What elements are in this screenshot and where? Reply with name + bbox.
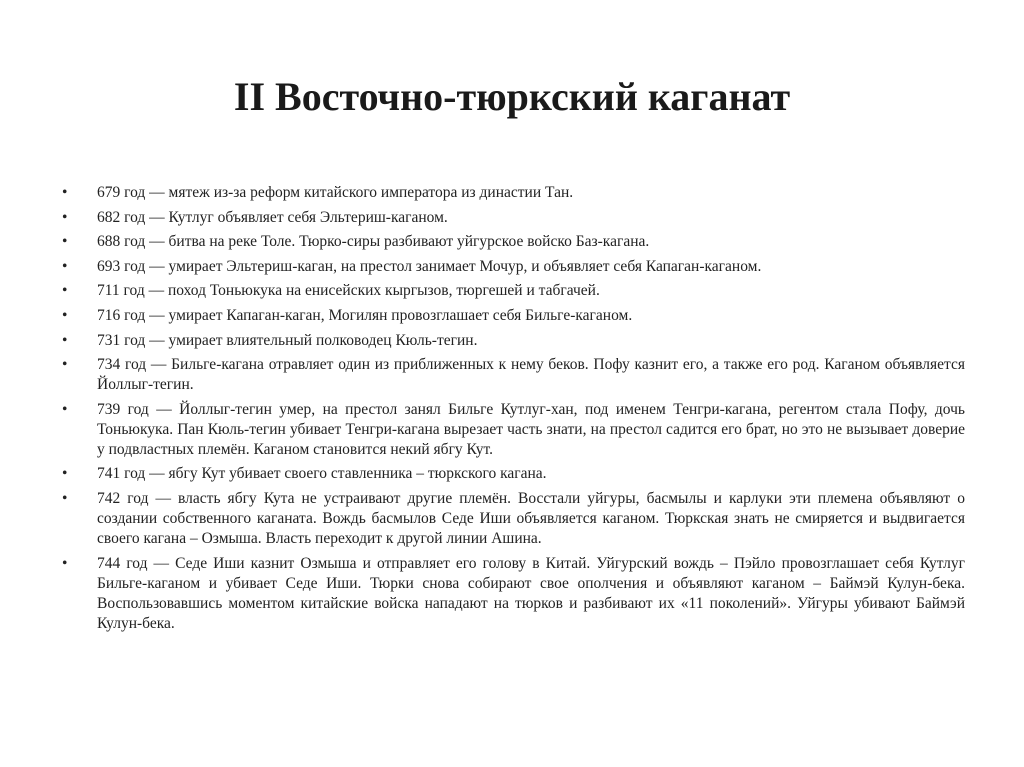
list-item-text: 739 год — Йоллыг-тегин умер, на престол занял Бильге Кутлуг-хан, под именем Тенгри-кагана, регентом стала Пофу, дочь Тоньюкука. Пан Кюль-тегин убивает Тенгри-кагана вырезает часть знати, на престол садится его брат, но это не вызывает доверие у подвластных племён. Каганом становится некий ябгу Кут. [97,400,965,458]
bullet-icon: • [62,306,68,324]
bullet-icon: • [62,489,68,507]
list-item [62,208,965,228]
bullet-icon: • [62,184,68,201]
bullet-icon: • [62,554,68,572]
list-item [62,281,965,301]
bullet-icon: • [62,233,68,251]
list-item-text: 693 год — умирает Эльтериш-каган, на престол занимает Мочур, и объявляет себя Капаган-каганом. [97,257,762,275]
list-item [62,257,965,277]
list-item-text: 679 год — мятеж из-за реформ китайского императора из династии Тан. [97,184,574,201]
list-item [62,554,965,634]
bullet-icon: • [62,400,68,418]
list-item-text: 741 год — ябгу Кут убивает своего ставленника – тюркского кагана. [97,465,547,483]
list-item [62,306,965,326]
bullet-icon: • [62,356,68,374]
list-item-text: 711 год — поход Тоньюкука на енисейских кыргызов, тюргешей и табгачей. [97,282,600,300]
list-item-text: 734 год — Бильге-кагана отравляет один из приближенных к нему беков. Пофу казнит его, а также его род. Каганом объявляется Йоллыг-тегин. [97,356,965,394]
list-item-text: 731 год — умирает влиятельный полководец Кюль-тегин. [97,331,478,349]
list-item [62,464,965,484]
list-item-text: 688 год — битва на реке Толе. Тюрко-сиры разбивают уйгурское войско Баз-кагана. [97,233,650,251]
slide-title: II Восточно-тюркский каганат [233,74,791,119]
bullet-icon: • [62,208,68,226]
event-list [62,183,965,638]
list-item [62,183,965,203]
list-item [62,489,965,549]
bullet-icon: • [62,257,68,275]
list-item [62,331,965,351]
list-item-text: 682 год — Кутлуг объявляет себя Эльтериш-каганом. [97,208,448,226]
list-item [62,232,965,252]
bullet-icon: • [62,465,68,483]
list-item-text: 716 год — умирает Капаган-каган, Могилян провозглашает себя Бильге-каганом. [97,306,633,324]
list-item-text: 744 год — Седе Иши казнит Озмыша и отправляет его голову в Китай. Уйгурский вождь – Пэйло провозглашает себя Кутлуг Бильге-каганом и убивает Седе Иши. Тюрки снова собирают свое ополчения и объявляют каганом – Баймэй Кулун-бека. Воспользовавшись моментом китайские войска нападают на тюрков и разбивают их «11 поколений». Уйгуры убивают Баймэй Кулун-бека. [97,554,965,632]
list-item [62,400,965,460]
list-item-text: 742 год — власть ябгу Кута не устраивают другие племён. Восстали уйгуры, басмылы и карлуки эти племена объявляют о создании собственного каганата. Вождь басмылов Седе Иши объявляется каганом. Тюркская знать не смиряется и выдвигается своего кагана – Озмыша. Власть переходит к другой линии Ашина. [97,489,965,547]
list-item [62,355,965,395]
bullet-icon: • [62,282,68,300]
bullet-icon: • [62,331,68,349]
